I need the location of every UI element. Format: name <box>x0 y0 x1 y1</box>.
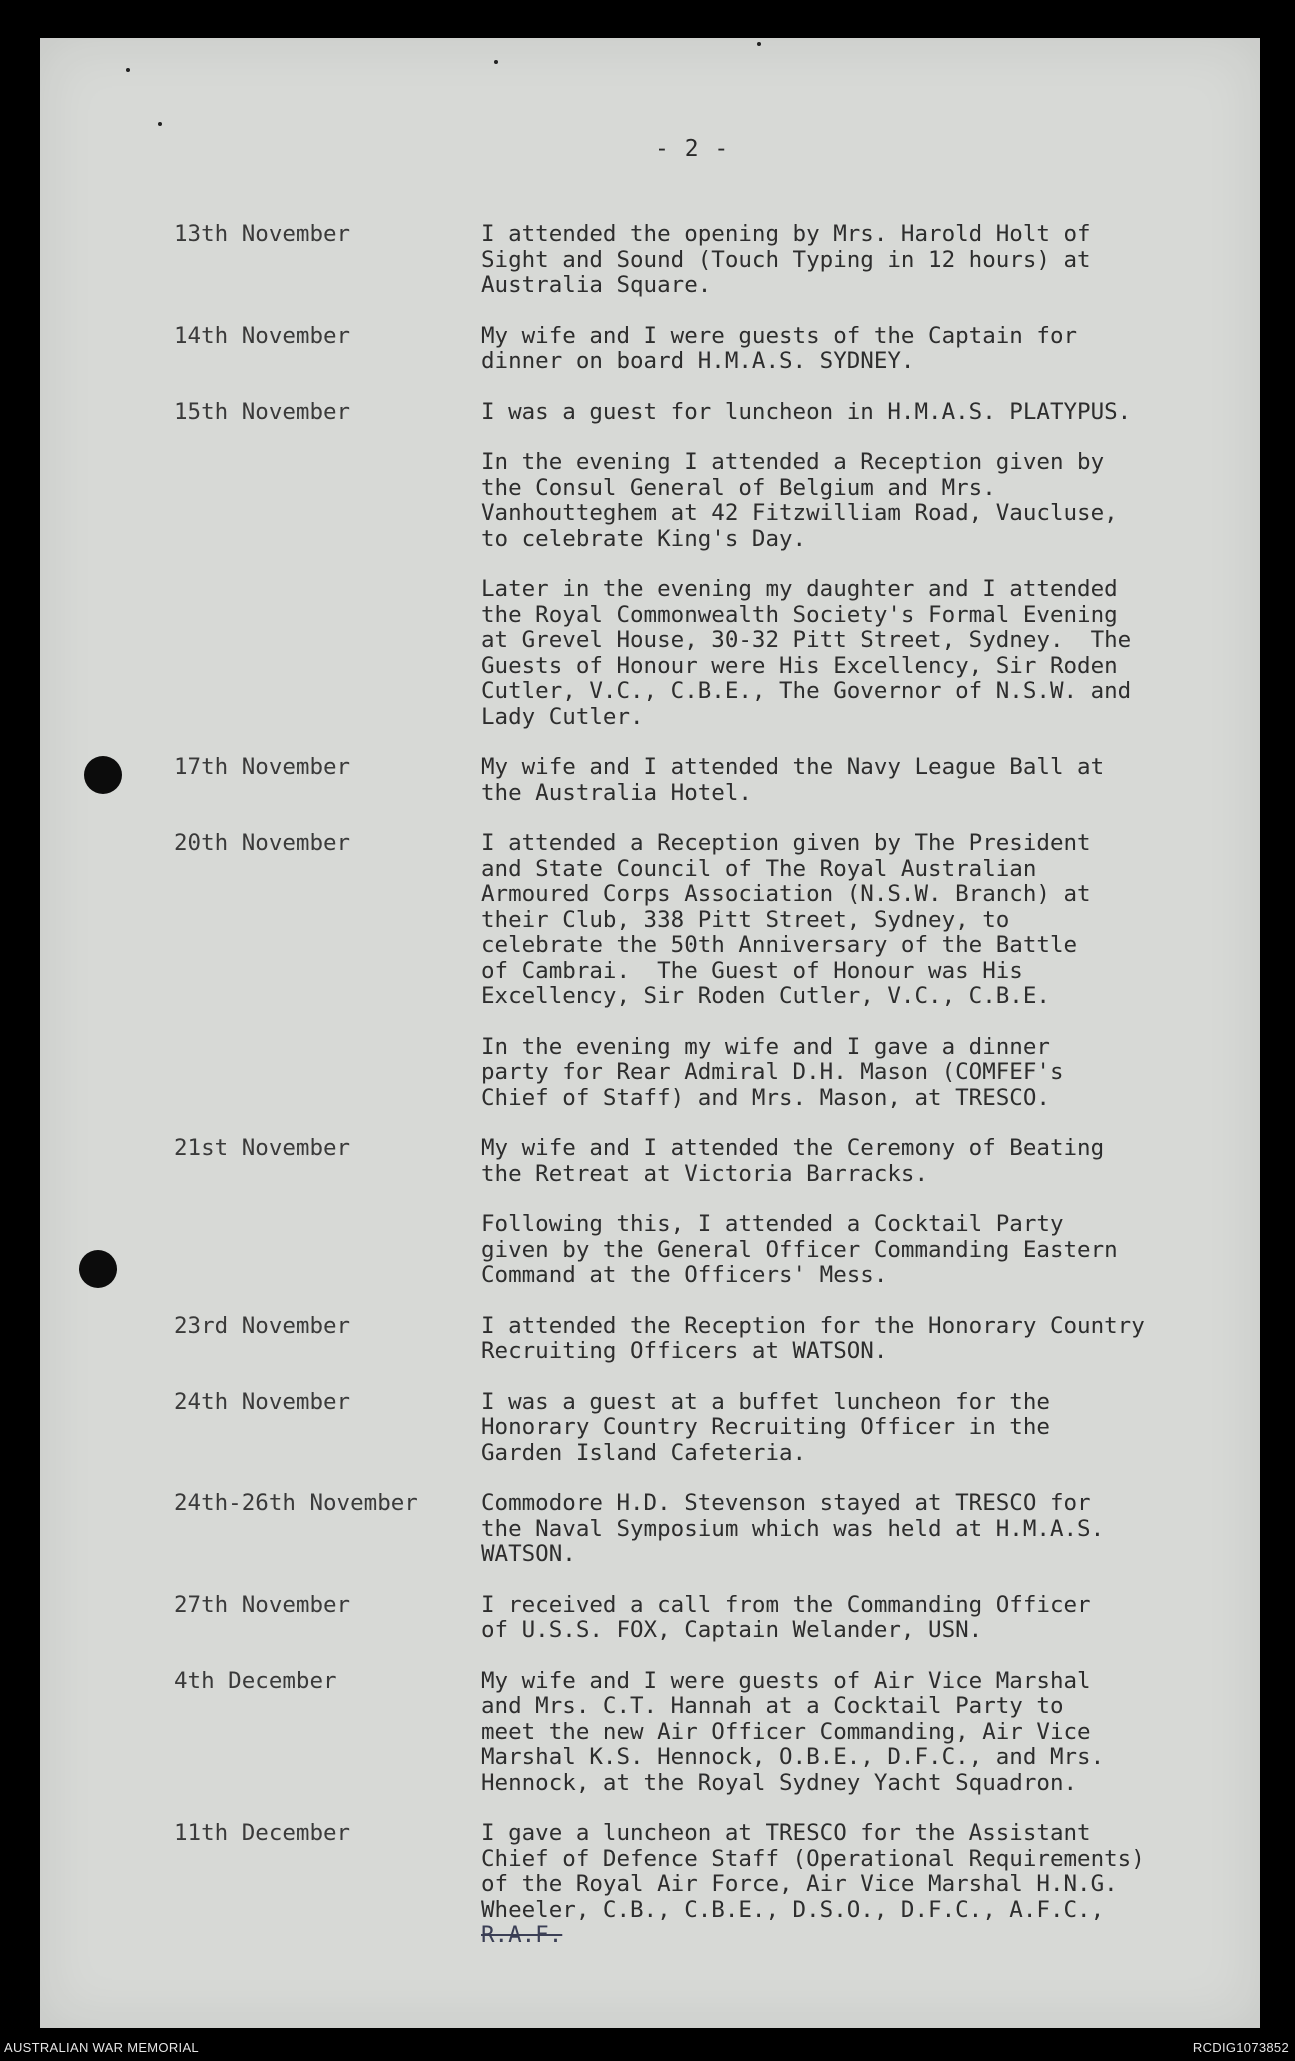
diary-entry <box>174 831 1259 1111</box>
diary-entry <box>174 1136 1259 1289</box>
entry-body <box>481 400 1259 731</box>
entry-paragraph: My wife and I were guests of the Captain for dinner on board H.M.A.S. SYDNEY. <box>481 322 1078 374</box>
entry-date: 21st November <box>174 1135 351 1161</box>
entry-date: 20th November <box>174 830 351 856</box>
entry-body <box>481 1136 1259 1289</box>
entry-paragraph: I received a call from the Commanding Officer of U.S.S. FOX, Captain Welander, USN. <box>481 1591 1091 1643</box>
entry-date: 14th November <box>174 322 351 349</box>
diary-entry <box>174 1669 1259 1797</box>
entry-paragraph: My wife and I attended the Ceremony of Beating the Retreat at Victoria Barracks. <box>481 1135 1105 1187</box>
diary-entries <box>174 222 1259 1974</box>
entry-body <box>481 324 1259 375</box>
punch-hole-bottom <box>79 1250 117 1288</box>
entry-body <box>481 1491 1259 1568</box>
entry-date: 13th November <box>174 221 351 247</box>
entry-body <box>481 222 1259 299</box>
punch-hole-top <box>84 756 122 794</box>
entry-paragraph: Later in the evening my daughter and I attended the Royal Commonwealth Society's Formal Evening at Grevel House, 30-32 Pitt Street, Sydney. The Guests of Honour were His Excellency, Sir Roden Cutler, V.C., C.B.E., The Governor of N.S.W. and Lady Cutler. <box>481 576 1132 730</box>
entry-paragraph: In the evening my wife and I gave a dinner party for Rear Admiral D.H. Mason (COMFEF's Chief of Staff) and Mrs. Mason, at TRESCO. <box>481 1033 1064 1111</box>
entry-paragraph: I attended the opening by Mrs. Harold Holt of Sight and Sound (Touch Typing in 12 hours) at Australia Square. <box>481 221 1091 298</box>
footer-source-label: AUSTRALIAN WAR MEMORIAL <box>4 2040 199 2055</box>
entry-date: 24th-26th November <box>174 1490 418 1516</box>
typed-page <box>40 38 1260 2028</box>
paper-speck <box>158 122 162 126</box>
entry-body <box>481 1669 1259 1797</box>
diary-entry <box>174 1314 1259 1365</box>
entry-paragraph: My wife and I were guests of Air Vice Marshal and Mrs. C.T. Hannah at a Cocktail Party to meet the new Air Officer Commanding, Air Vice Marshal K.S. Hennock, O.B.E., D.F.C., and Mrs. Hennock, at the Royal Sydney Yacht Squadron. <box>481 1667 1105 1796</box>
page-number: - 2 - <box>655 136 730 162</box>
entry-paragraph: I attended the Reception for the Honorary Country Recruiting Officers at WATSON. <box>481 1312 1145 1364</box>
struck-through-text: R.A.F. <box>481 1922 563 1948</box>
diary-entry <box>174 1821 1259 1949</box>
footer-record-id: RCDIG1073852 <box>1192 2040 1289 2055</box>
entry-paragraph: I was a guest for luncheon in H.M.A.S. PLATYPUS. <box>481 398 1132 425</box>
entry-paragraph: I gave a luncheon at TRESCO for the Assistant Chief of Defence Staff (Operational Requirements) of the Royal Air Force, Air Vice Marshal H.N.G. Wheeler, C.B., C.B.E., D.S.O., D.F.C., A.F.C., <box>481 1820 1145 1923</box>
entry-body <box>481 1593 1259 1644</box>
entry-body <box>481 1821 1259 1949</box>
diary-entry <box>174 1491 1259 1568</box>
entry-date: 17th November <box>174 754 351 780</box>
entry-body <box>481 755 1259 806</box>
diary-entry <box>174 1390 1259 1467</box>
entry-body <box>481 1314 1259 1365</box>
paper-speck <box>757 42 761 46</box>
entry-paragraph: Commodore H.D. Stevenson stayed at TRESCO for the Naval Symposium which was held at H.M.A.S. WATSON. <box>481 1490 1105 1567</box>
diary-entry <box>174 1593 1259 1644</box>
diary-entry <box>174 222 1259 299</box>
entry-body <box>481 831 1259 1111</box>
entry-paragraph: My wife and I attended the Navy League Ball at the Australia Hotel. <box>481 754 1105 806</box>
entry-date: 27th November <box>174 1591 351 1618</box>
entry-paragraph: I was a guest at a buffet luncheon for the Honorary Country Recruiting Officer in the Garden Island Cafeteria. <box>481 1388 1050 1466</box>
entry-date: 4th December <box>174 1667 337 1694</box>
entry-date: 23rd November <box>174 1312 351 1339</box>
paper-speck <box>494 60 498 64</box>
entry-date: 11th December <box>174 1820 351 1846</box>
entry-date: 24th November <box>174 1388 351 1415</box>
entry-paragraph: I attended a Reception given by The President and State Council of The Royal Australian Armoured Corps Association (N.S.W. Branch) at their Club, 338 Pitt Street, Sydney, to celebrate the 50th Anniversary of the Battle of Cambrai. The Guest of Honour was His Excellency, Sir Roden Cutler, V.C., C.B.E. <box>481 830 1091 1009</box>
paper-speck <box>126 68 130 72</box>
entry-date: 15th November <box>174 398 351 425</box>
entry-body <box>481 1390 1259 1467</box>
diary-entry <box>174 755 1259 806</box>
diary-entry <box>174 324 1259 375</box>
entry-paragraph: In the evening I attended a Reception given by the Consul General of Belgium and Mrs. Vanhoutteghem at 42 Fitzwilliam Road, Vaucluse, to celebrate King's Day. <box>481 449 1118 552</box>
entry-paragraph: Following this, I attended a Cocktail Party given by the General Officer Commanding Eastern Command at the Officers' Mess. <box>481 1211 1118 1288</box>
diary-entry <box>174 400 1259 731</box>
